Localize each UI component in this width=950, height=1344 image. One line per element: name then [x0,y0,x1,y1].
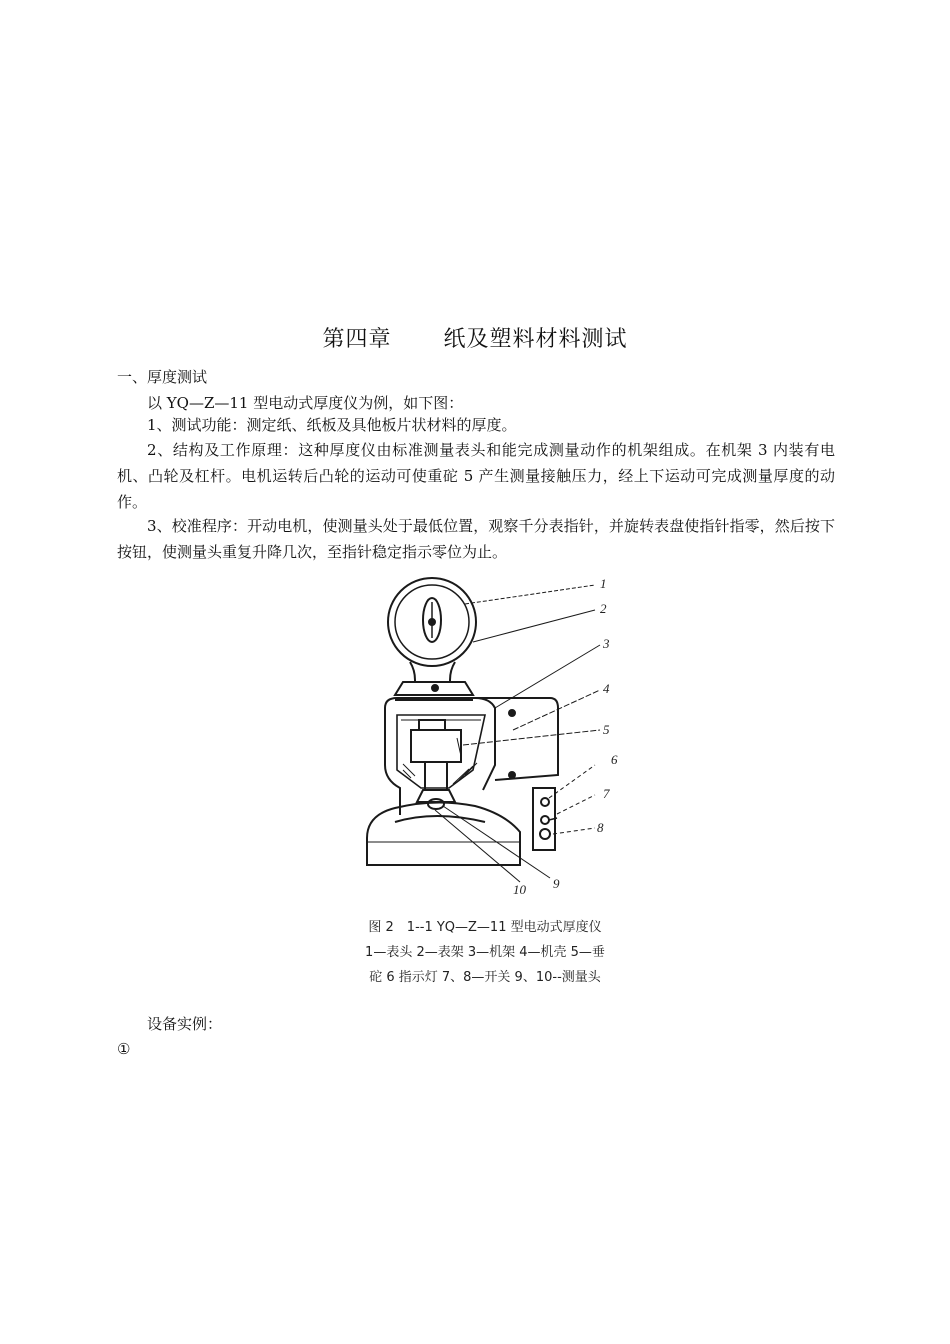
figure-caption-line3: 砣 6 指示灯 7、8—开关 9、10--测量头 [369,970,601,985]
paragraph-calibration: 3、校准程序：开动电机，使测量头处于最低位置，观察千分表指针，并旋转表盘使指针指零，然后按下按钮，使测量头重复升降几次，至指针稳定指示零位为止。 [117,517,835,561]
label-7: 7 [603,786,610,801]
thickness-gauge-diagram [355,570,645,900]
label-8: 8 [597,820,604,835]
section-heading: 一、厚度测试 [117,368,208,386]
figure-caption-line1: 图 2 1--1 YQ—Z—11 型电动式厚度仪 [368,920,602,935]
figure-caption-line2: 1—表头 2—表架 3—机架 4—机壳 5—垂 [365,945,605,960]
chapter-name: 纸及塑料材料测试 [443,327,628,352]
chapter-title [0,322,950,353]
paragraph-structure: 2、结构及工作原理：这种厚度仪由标准测量表头和能完成测量动作的机架组成。在机架 3 内装有电机、凸轮及杠杆。电机运转后凸轮的运动可使重砣 5 产生测量接触压力，经上下运动可完成测量厚度的动作。 [117,441,835,511]
label-4: 4 [603,681,610,696]
label-6: 6 [611,752,618,767]
chapter-number: 第四章 [322,327,392,352]
label-1: 1 [600,576,607,591]
list-marker: ① [117,1040,131,1058]
label-9: 9 [553,876,560,891]
label-5: 5 [603,722,610,737]
intro-paragraph: 以 YQ—Z—11 型电动式厚度仪为例，如下图： [147,394,464,412]
equipment-example-label: 设备实例： [147,1015,223,1033]
paragraph-function: 1、测试功能：测定纸、纸板及具他板片状材料的厚度。 [147,416,517,434]
label-10: 10 [513,882,526,897]
label-2: 2 [600,601,607,616]
label-3: 3 [603,636,610,651]
